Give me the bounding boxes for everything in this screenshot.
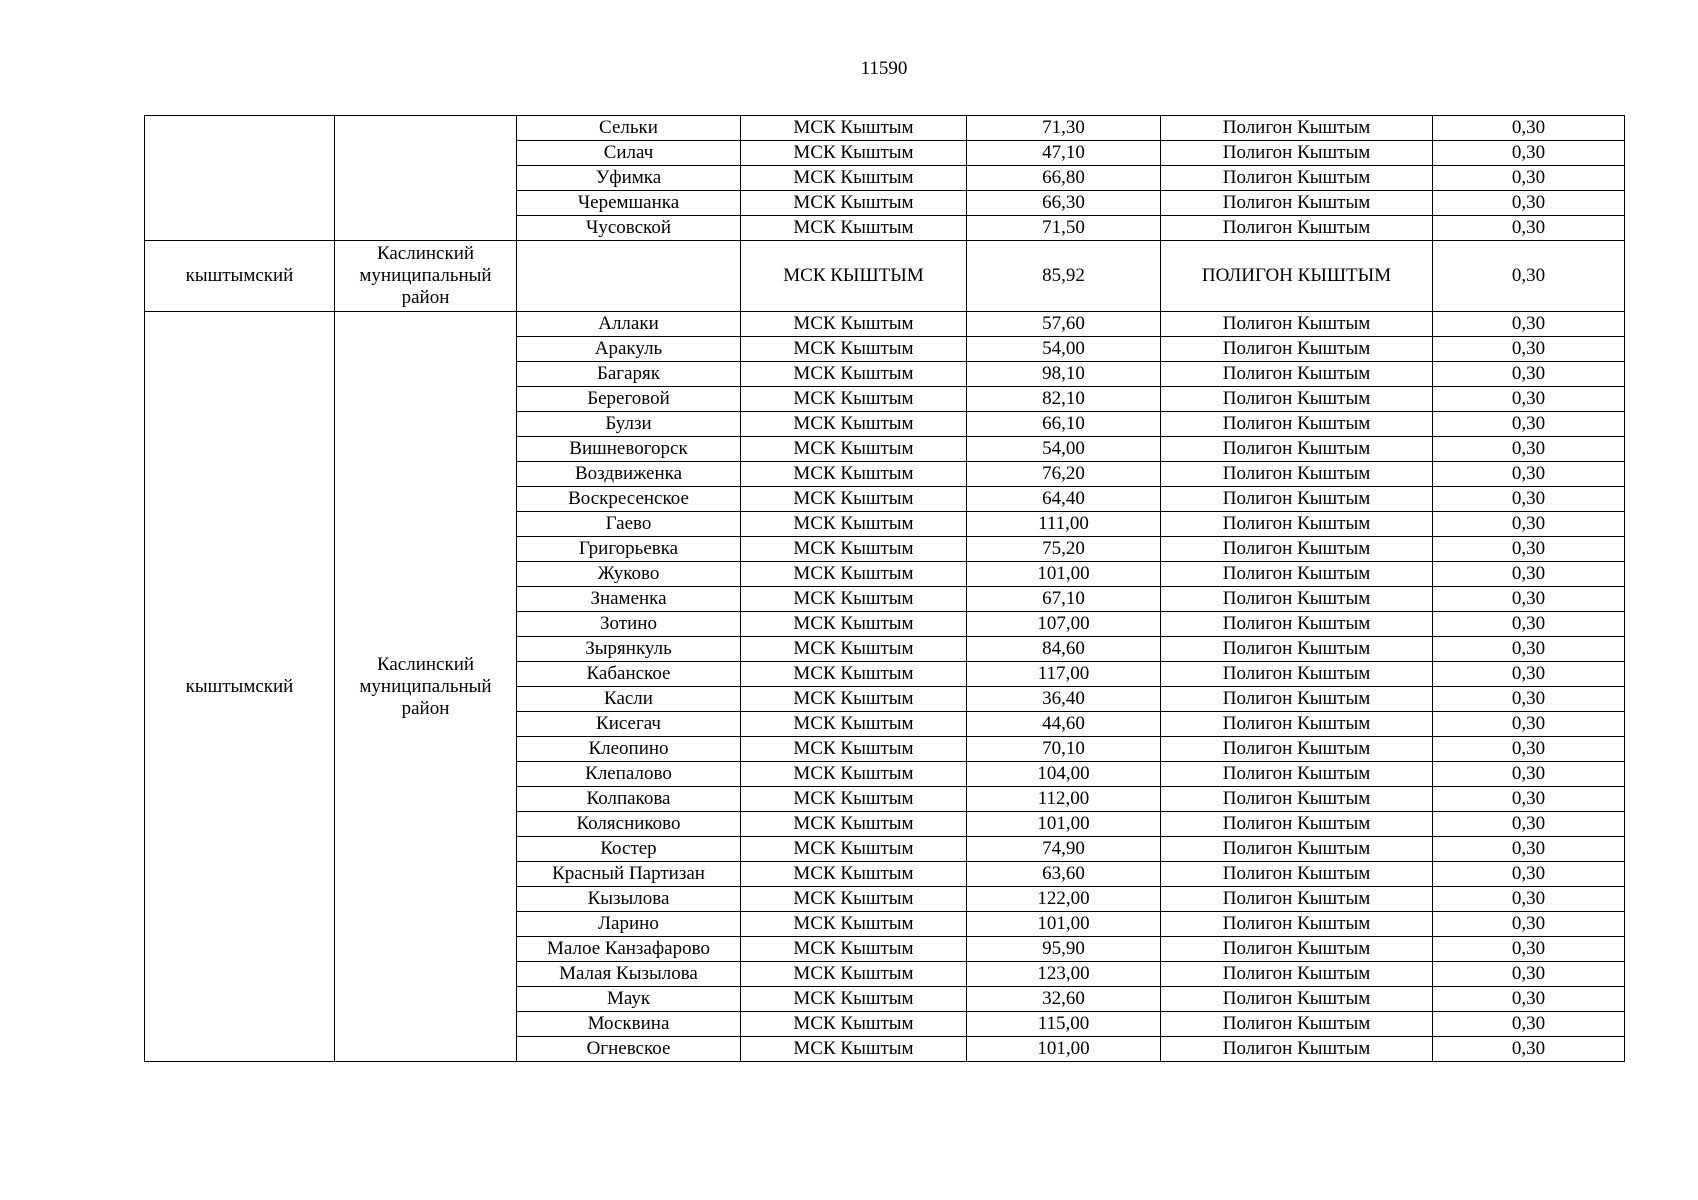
distance-cell: 75,20 [967, 537, 1161, 562]
msk-cell: МСК Кыштым [741, 662, 967, 687]
distance-cell: 112,00 [967, 787, 1161, 812]
coefficient-cell: 0,30 [1433, 737, 1625, 762]
msk-cell: МСК Кыштым [741, 987, 967, 1012]
polygon-cell: Полигон Кыштым [1161, 437, 1433, 462]
coefficient-cell: 0,30 [1433, 1012, 1625, 1037]
distance-cell: 98,10 [967, 362, 1161, 387]
polygon-cell: Полигон Кыштым [1161, 412, 1433, 437]
settlement-cell: Силач [517, 141, 741, 166]
distance-cell: 123,00 [967, 962, 1161, 987]
settlement-cell: Черемшанка [517, 191, 741, 216]
settlement-cell: Клепалово [517, 762, 741, 787]
settlement-cell: Гаево [517, 512, 741, 537]
table-row [145, 116, 1625, 141]
settlement-cell: Знаменка [517, 587, 741, 612]
msk-cell: МСК Кыштым [741, 912, 967, 937]
municipality-cell [335, 116, 517, 241]
settlement-cell: Кисегач [517, 712, 741, 737]
settlement-cell: Зотино [517, 612, 741, 637]
settlement-cell: Ларино [517, 912, 741, 937]
coefficient-cell: 0,30 [1433, 887, 1625, 912]
coefficient-cell: 0,30 [1433, 216, 1625, 241]
msk-cell: МСК Кыштым [741, 487, 967, 512]
distance-cell: 64,40 [967, 487, 1161, 512]
distance-cell: 107,00 [967, 612, 1161, 637]
polygon-cell: Полигон Кыштым [1161, 487, 1433, 512]
msk-cell: МСК Кыштым [741, 1012, 967, 1037]
msk-cell: МСК Кыштым [741, 166, 967, 191]
distance-cell: 57,60 [967, 312, 1161, 337]
polygon-cell: Полигон Кыштым [1161, 537, 1433, 562]
coefficient-cell: 0,30 [1433, 637, 1625, 662]
coefficient-cell: 0,30 [1433, 191, 1625, 216]
polygon-cell: Полигон Кыштым [1161, 712, 1433, 737]
distance-cell: 101,00 [967, 1037, 1161, 1062]
distance-cell: 71,30 [967, 116, 1161, 141]
coefficient-cell: 0,30 [1433, 387, 1625, 412]
msk-cell: МСК Кыштым [741, 337, 967, 362]
settlement-cell: Малое Канзафарово [517, 937, 741, 962]
municipality-cell: Каслинский муниципальный район [335, 312, 517, 1062]
msk-cell: МСК Кыштым [741, 362, 967, 387]
distance-cell: 101,00 [967, 812, 1161, 837]
polygon-cell: Полигон Кыштым [1161, 612, 1433, 637]
polygon-cell: Полигон Кыштым [1161, 1012, 1433, 1037]
distance-cell: 122,00 [967, 887, 1161, 912]
distance-cell: 115,00 [967, 1012, 1161, 1037]
settlement-cell: Зырянкуль [517, 637, 741, 662]
msk-cell: МСК Кыштым [741, 312, 967, 337]
msk-cell: МСК Кыштым [741, 937, 967, 962]
settlement-cell: Костер [517, 837, 741, 862]
distance-cell: 63,60 [967, 862, 1161, 887]
msk-cell: МСК Кыштым [741, 1037, 967, 1062]
distance-cell: 76,20 [967, 462, 1161, 487]
distance-cell: 71,50 [967, 216, 1161, 241]
msk-cell: МСК Кыштым [741, 537, 967, 562]
msk-cell: МСК Кыштым [741, 387, 967, 412]
msk-cell: МСК КЫШТЫМ [741, 241, 967, 312]
msk-cell: МСК Кыштым [741, 191, 967, 216]
coefficient-cell: 0,30 [1433, 787, 1625, 812]
distance-cell: 32,60 [967, 987, 1161, 1012]
settlement-cell: Огневское [517, 1037, 741, 1062]
coefficient-cell: 0,30 [1433, 487, 1625, 512]
coefficient-cell: 0,30 [1433, 337, 1625, 362]
coefficient-cell: 0,30 [1433, 987, 1625, 1012]
polygon-cell: Полигон Кыштым [1161, 387, 1433, 412]
coefficient-cell: 0,30 [1433, 512, 1625, 537]
coefficient-cell: 0,30 [1433, 712, 1625, 737]
msk-cell: МСК Кыштым [741, 737, 967, 762]
distance-cell: 82,10 [967, 387, 1161, 412]
coefficient-cell: 0,30 [1433, 662, 1625, 687]
msk-cell: МСК Кыштым [741, 687, 967, 712]
distance-cell: 74,90 [967, 837, 1161, 862]
coefficient-cell: 0,30 [1433, 437, 1625, 462]
distance-cell: 117,00 [967, 662, 1161, 687]
polygon-cell: Полигон Кыштым [1161, 1037, 1433, 1062]
polygon-cell: Полигон Кыштым [1161, 637, 1433, 662]
msk-cell: МСК Кыштым [741, 141, 967, 166]
polygon-cell: Полигон Кыштым [1161, 191, 1433, 216]
polygon-cell: Полигон Кыштым [1161, 141, 1433, 166]
msk-cell: МСК Кыштым [741, 962, 967, 987]
distance-cell: 84,60 [967, 637, 1161, 662]
distance-cell: 70,10 [967, 737, 1161, 762]
coefficient-cell: 0,30 [1433, 462, 1625, 487]
msk-cell: МСК Кыштым [741, 562, 967, 587]
coefficient-cell: 0,30 [1433, 937, 1625, 962]
msk-cell: МСК Кыштым [741, 837, 967, 862]
polygon-cell: Полигон Кыштым [1161, 987, 1433, 1012]
distance-cell: 66,30 [967, 191, 1161, 216]
distance-cell: 101,00 [967, 912, 1161, 937]
msk-cell: МСК Кыштым [741, 216, 967, 241]
distance-cell: 101,00 [967, 562, 1161, 587]
summary-row [145, 241, 1625, 312]
polygon-cell: Полигон Кыштым [1161, 116, 1433, 141]
coefficient-cell: 0,30 [1433, 612, 1625, 637]
distance-cell: 104,00 [967, 762, 1161, 787]
coefficient-cell: 0,30 [1433, 141, 1625, 166]
polygon-cell: Полигон Кыштым [1161, 562, 1433, 587]
msk-cell: МСК Кыштым [741, 116, 967, 141]
msk-cell: МСК Кыштым [741, 862, 967, 887]
polygon-cell: Полигон Кыштым [1161, 762, 1433, 787]
settlement-cell: Кызылова [517, 887, 741, 912]
msk-cell: МСК Кыштым [741, 412, 967, 437]
distance-cell: 67,10 [967, 587, 1161, 612]
polygon-cell: Полигон Кыштым [1161, 812, 1433, 837]
msk-cell: МСК Кыштым [741, 437, 967, 462]
msk-cell: МСК Кыштым [741, 712, 967, 737]
polygon-cell: Полигон Кыштым [1161, 362, 1433, 387]
polygon-cell: Полигон Кыштым [1161, 662, 1433, 687]
polygon-cell: Полигон Кыштым [1161, 937, 1433, 962]
settlement-cell: Воскресенское [517, 487, 741, 512]
coefficient-cell: 0,30 [1433, 1037, 1625, 1062]
distance-cell: 47,10 [967, 141, 1161, 166]
district-cell: кыштымский [145, 312, 335, 1062]
settlement-cell: Маук [517, 987, 741, 1012]
msk-cell: МСК Кыштым [741, 812, 967, 837]
settlement-cell: Аллаки [517, 312, 741, 337]
coefficient-cell: 0,30 [1433, 587, 1625, 612]
settlement-cell: Булзи [517, 412, 741, 437]
settlement-cell: Багаряк [517, 362, 741, 387]
polygon-cell: Полигон Кыштым [1161, 587, 1433, 612]
distance-cell: 66,10 [967, 412, 1161, 437]
polygon-cell: Полигон Кыштым [1161, 862, 1433, 887]
polygon-cell: Полигон Кыштым [1161, 887, 1433, 912]
settlement-cell: Колясниково [517, 812, 741, 837]
msk-cell: МСК Кыштым [741, 587, 967, 612]
msk-cell: МСК Кыштым [741, 787, 967, 812]
msk-cell: МСК Кыштым [741, 637, 967, 662]
distance-cell: 95,90 [967, 937, 1161, 962]
waste-transport-table [144, 115, 1625, 1062]
coefficient-cell: 0,30 [1433, 241, 1625, 312]
polygon-cell: Полигон Кыштым [1161, 216, 1433, 241]
settlement-cell: Уфимка [517, 166, 741, 191]
coefficient-cell: 0,30 [1433, 562, 1625, 587]
distance-cell: 54,00 [967, 337, 1161, 362]
table-row [145, 312, 1625, 337]
distance-cell: 111,00 [967, 512, 1161, 537]
coefficient-cell: 0,30 [1433, 962, 1625, 987]
coefficient-cell: 0,30 [1433, 762, 1625, 787]
distance-cell: 66,80 [967, 166, 1161, 191]
polygon-cell: Полигон Кыштым [1161, 166, 1433, 191]
polygon-cell: Полигон Кыштым [1161, 837, 1433, 862]
polygon-cell: Полигон Кыштым [1161, 337, 1433, 362]
settlement-cell: Малая Кызылова [517, 962, 741, 987]
polygon-cell: Полигон Кыштым [1161, 462, 1433, 487]
coefficient-cell: 0,30 [1433, 116, 1625, 141]
settlement-cell: Вишневогорск [517, 437, 741, 462]
municipality-cell: Каслинский муниципальный район [335, 241, 517, 312]
coefficient-cell: 0,30 [1433, 166, 1625, 191]
msk-cell: МСК Кыштым [741, 887, 967, 912]
settlement-cell: Колпакова [517, 787, 741, 812]
coefficient-cell: 0,30 [1433, 837, 1625, 862]
distance-cell: 54,00 [967, 437, 1161, 462]
distance-cell: 44,60 [967, 712, 1161, 737]
msk-cell: МСК Кыштым [741, 762, 967, 787]
msk-cell: МСК Кыштым [741, 612, 967, 637]
district-cell [145, 116, 335, 241]
district-cell: кыштымский [145, 241, 335, 312]
coefficient-cell: 0,30 [1433, 537, 1625, 562]
page-number: 11590 [860, 58, 908, 79]
settlement-cell: Клеопино [517, 737, 741, 762]
coefficient-cell: 0,30 [1433, 687, 1625, 712]
polygon-cell: Полигон Кыштым [1161, 787, 1433, 812]
settlement-cell: Чусовской [517, 216, 741, 241]
distance-cell: 85,92 [967, 241, 1161, 312]
coefficient-cell: 0,30 [1433, 862, 1625, 887]
polygon-cell: Полигон Кыштым [1161, 737, 1433, 762]
polygon-cell: Полигон Кыштым [1161, 512, 1433, 537]
coefficient-cell: 0,30 [1433, 912, 1625, 937]
polygon-cell: Полигон Кыштым [1161, 312, 1433, 337]
distance-cell: 36,40 [967, 687, 1161, 712]
settlement-cell: Сельки [517, 116, 741, 141]
polygon-cell: Полигон Кыштым [1161, 962, 1433, 987]
polygon-cell: Полигон Кыштым [1161, 912, 1433, 937]
settlement-cell: Жуково [517, 562, 741, 587]
msk-cell: МСК Кыштым [741, 512, 967, 537]
polygon-cell: ПОЛИГОН КЫШТЫМ [1161, 241, 1433, 312]
coefficient-cell: 0,30 [1433, 362, 1625, 387]
coefficient-cell: 0,30 [1433, 812, 1625, 837]
settlement-cell: Береговой [517, 387, 741, 412]
settlement-cell: Григорьевка [517, 537, 741, 562]
settlement-cell: Красный Партизан [517, 862, 741, 887]
settlement-cell: Аракуль [517, 337, 741, 362]
settlement-cell [517, 241, 741, 312]
msk-cell: МСК Кыштым [741, 462, 967, 487]
polygon-cell: Полигон Кыштым [1161, 687, 1433, 712]
settlement-cell: Кабанское [517, 662, 741, 687]
settlement-cell: Касли [517, 687, 741, 712]
settlement-cell: Воздвиженка [517, 462, 741, 487]
coefficient-cell: 0,30 [1433, 312, 1625, 337]
settlement-cell: Москвина [517, 1012, 741, 1037]
coefficient-cell: 0,30 [1433, 412, 1625, 437]
